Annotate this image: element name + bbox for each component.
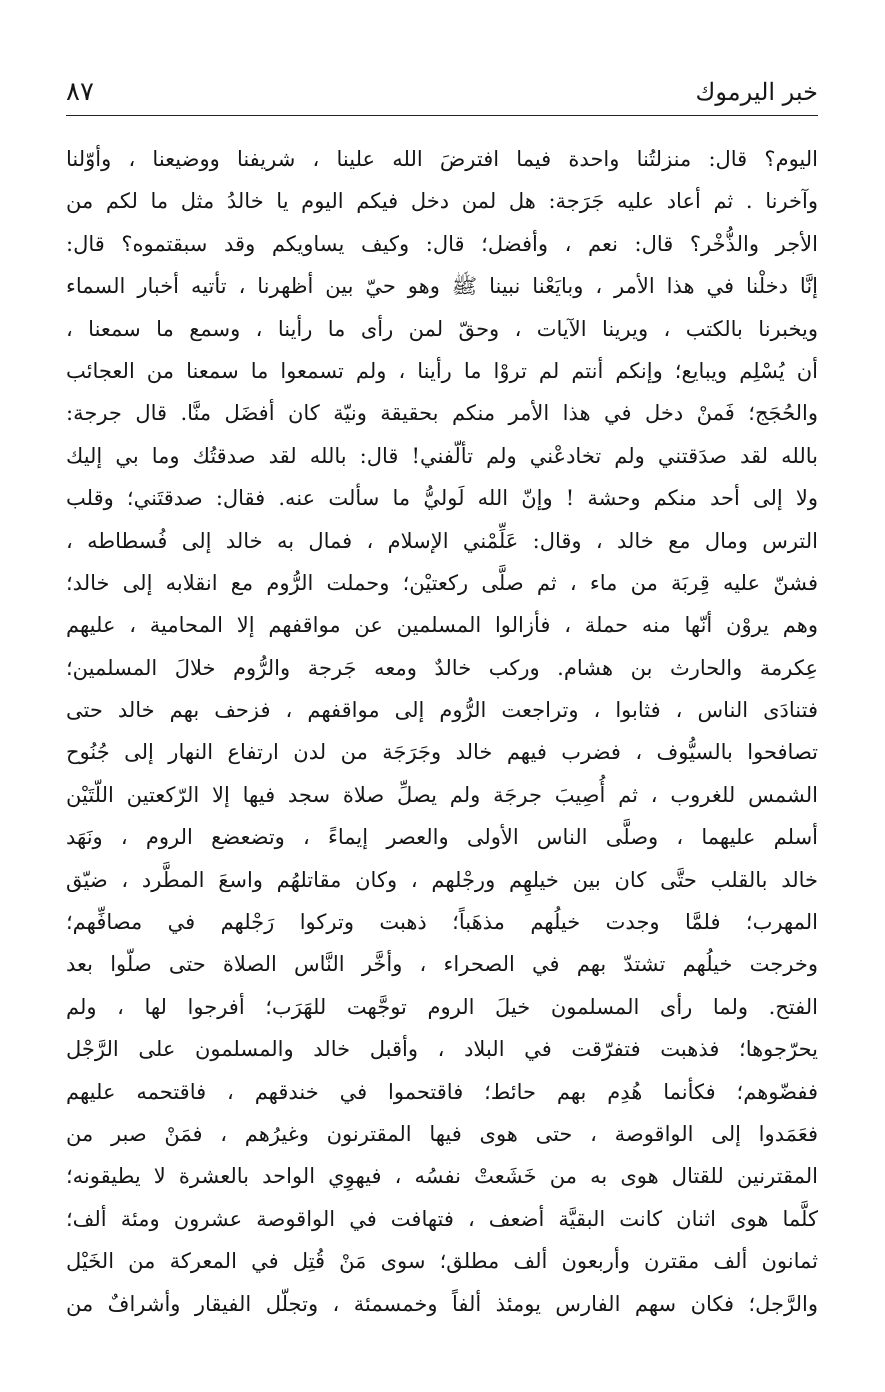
text-line: أن يُسْلِم ويبايع؛ وإنكم أنتم لم تروْا ما رأينا ، ولم تسمعوا ما سمعنا من العجائب <box>66 358 818 383</box>
text-line: تصافحوا بالسيُّوف ، فضرب فيهم خالد وجَرَجَة من لدن ارتفاع النهار إلى جُنُوح <box>66 740 818 765</box>
header-divider <box>66 115 818 116</box>
text-line: ثمانون ألف مقترن وأربعون ألف مطلق؛ سوى مَنْ قُتِل في المعركة من الخَيْل <box>66 1249 818 1274</box>
text-line: اليوم؟ قال: منزلتُنا واحدة فيما افترضَ الله علينا ، شريفنا ووضيعنا ، وأوّلنا <box>66 147 818 171</box>
text-line: عِكرمة والحارث بن هشام. وركب خالدٌ ومعه جَرجة والرُّوم خلالَ المسلمين؛ <box>66 655 818 680</box>
text-line: خالد بالقلب حتَّى كان بين خيلهِم ورجْلهم ، وكان مقاتلهُم واسعَ المطَّرد ، ضيّق <box>66 867 818 892</box>
running-title: خبر اليرموك <box>695 78 818 106</box>
text-line: وآخرنا . ثم أعاد عليه جَرَجة: هل لمن دخل فيكم اليوم يا خالدُ مثل ما لكم من <box>66 189 818 214</box>
text-line: فشنّ عليه قِربَة من ماء ، ثم صلَّى ركعتيْن؛ وحملت الرُّوم مع انقلابه إلى خالد؛ <box>66 570 818 595</box>
text-line: المهرب؛ فلمَّا وجدت خيلُهم مذهَباً؛ ذهبت وتركوا رَجْلهم في مصافِّهم؛ <box>66 910 818 935</box>
text-line: ففضّوهم؛ فكأنما هُدِم بهم حائط؛ فاقتحموا في خندقهم ، فاقتحمه عليهم <box>66 1079 818 1104</box>
text-line: والحُجَج؛ فَمنْ دخل في هذا الأمر منكم بحقيقة ونيّة كان أفضَل منَّا. قال جرجة: <box>66 401 818 426</box>
text-line: فتنادَى الناس ، فثابوا ، وتراجعت الرُّوم إلى مواقفهم ، فزحف بهم خالد حتى <box>66 698 818 723</box>
text-line: والرَّجل؛ فكان سهم الفارس يومئذ ألفاً وخمسمئة ، وتجلّل الفيقار وأشرافٌ من <box>66 1291 818 1316</box>
text-line: ولا إلى أحد منكم وحشة ! وإنّ الله لَوليُّ ما سألت عنه. فقال: صدقتَني؛ وقلب <box>66 486 818 511</box>
text-line: بالله لقد صدَقتني ولم تخادعْني ولم تألّفني! قال: بالله لقد صدقتُك وما بي إليك <box>66 443 818 468</box>
page-header <box>66 66 818 116</box>
page-number: ٨٧ <box>66 77 94 107</box>
text-line: أسلم عليهما ، وصلَّى الناس الأولى والعصر إيماءً ، وتضعضع الروم ، ونَهَد <box>66 825 818 850</box>
text-line: كلَّما هوى اثنان كانت البقيَّة أضعف ، فتهافت في الواقوصة عشرون ومئة ألف؛ <box>66 1206 818 1231</box>
text-line: ويخبرنا بالكتب ، ويرينا الآيات ، وحقّ لمن رأى ما رأينا ، وسمع ما سمعنا ، <box>66 316 818 341</box>
text-line: الفتح. ولما رأى المسلمون خيلَ الروم توجَّهت للهَرَب؛ أفرجوا لها ، ولم <box>66 994 818 1019</box>
text-line: الأجر والذُّخْر؟ قال: نعم ، وأفضل؛ قال: وكيف يساويكم وقد سبقتموه؟ قال: <box>66 231 818 256</box>
text-line: الشمس للغروب ، ثم أُصِيبَ جرجَة ولم يصلِّ صلاة سجد فيها إلا الرّكعتين اللّتَيْن <box>66 782 818 807</box>
text-line: وهم يروْن أنّها منه حملة ، فأزالوا المسلمين عن مواقفهم إلا المحامية ، عليهم <box>66 613 818 638</box>
text-line: إنَّا دخلْنا في هذا الأمر ، وبايَعْنا نبينا ﷺ وهو حيّ بين أظهرنا ، تأتيه أخبار السماء <box>66 274 818 299</box>
text-line: المقترنين للقتال هوى به من خَشَعتْ نفسُه ، فيهوِي الواحد بالعشرة لا يطيقونه؛ <box>66 1164 818 1189</box>
text-line: وخرجت خيلُهم تشتدّ بهم في الصحراء ، وأخَّر النَّاس الصلاة حتى صلّوا بعد <box>66 952 818 977</box>
body-text <box>66 138 818 1325</box>
text-line: فعَمَدوا إلى الواقوصة ، حتى هوى فيها المقترنون وغيرُهم ، فمَنْ صبر من <box>66 1121 818 1146</box>
text-line: يحرّجوها؛ فذهبت فتفرّقت في البلاد ، وأقبل خالد والمسلمون على الرَّجْل <box>66 1037 818 1062</box>
text-line: الترس ومال مع خالد ، وقال: عَلِّمْني الإسلام ، فمال به خالد إلى فُسطاطه ، <box>66 528 818 553</box>
